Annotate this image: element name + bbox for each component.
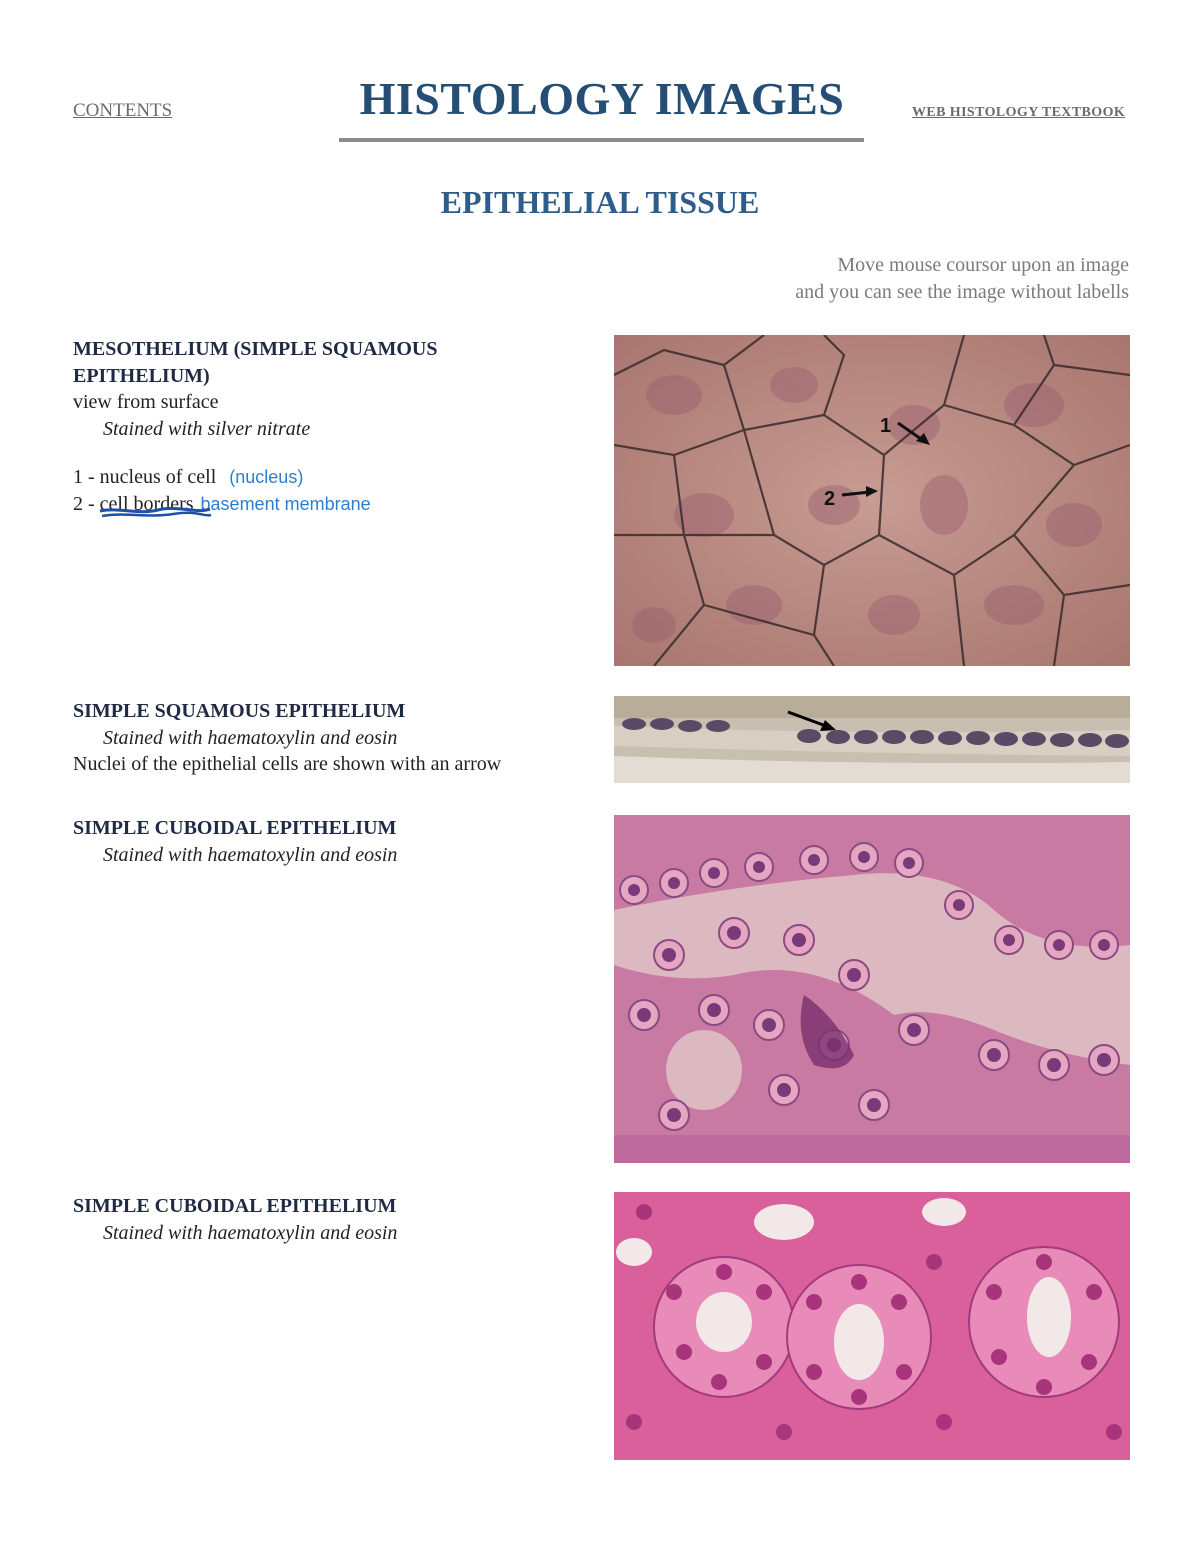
legend-2-struck-text: cell borders bbox=[100, 493, 199, 515]
section-title: EPITHELIAL TISSUE bbox=[440, 184, 760, 220]
svg-text:2: 2 bbox=[824, 488, 836, 510]
legend-2-annotation: basement membrane bbox=[200, 493, 371, 514]
simple-cuboidal-micrograph-2 bbox=[614, 1192, 1130, 1460]
entry-stain: Stained with haematoxylin and eosin bbox=[103, 843, 398, 866]
legend-item-2 bbox=[73, 491, 437, 518]
contents-link[interactable]: CONTENTS bbox=[73, 100, 173, 121]
simple-cuboidal-image-2[interactable] bbox=[614, 1192, 1130, 1460]
legend-1-text: 1 - nucleus of cell bbox=[73, 466, 217, 488]
mesothelium-image[interactable] bbox=[614, 335, 1130, 666]
mesothelium-micrograph bbox=[614, 335, 1130, 666]
entry-simple-cuboidal-2 bbox=[73, 1193, 397, 1246]
web-histology-textbook-link[interactable]: WEB HISTOLOGY TEXTBOOK bbox=[912, 105, 1126, 120]
scribble-strikeout-icon bbox=[98, 505, 214, 521]
entry-heading: SIMPLE SQUAMOUS EPITHELIUM bbox=[73, 700, 406, 722]
entry-note: Nuclei of the epithelial cells are shown with an arrow bbox=[73, 753, 502, 775]
legend-2-prefix: 2 - bbox=[73, 492, 95, 515]
title-underline bbox=[339, 138, 864, 142]
legend-1-annotation: (nucleus) bbox=[229, 467, 304, 487]
entry-heading: MESOTHELIUM (SIMPLE SQUAMOUS bbox=[73, 338, 438, 360]
legend-item-1 bbox=[73, 464, 437, 491]
entry-stain: Stained with silver nitrate bbox=[103, 417, 311, 440]
entry-stain: Stained with haematoxylin and eosin bbox=[103, 1221, 398, 1244]
simple-cuboidal-image-1[interactable] bbox=[614, 815, 1130, 1163]
entry-heading: SIMPLE CUBOIDAL EPITHELIUM bbox=[73, 1195, 397, 1217]
entry-view: view from surface bbox=[73, 391, 219, 413]
entry-mesothelium bbox=[73, 336, 437, 517]
hover-hint-line2: and you can see the image without labells bbox=[795, 281, 1129, 303]
svg-text:1: 1 bbox=[880, 415, 892, 437]
page-title: HISTOLOGY IMAGES bbox=[359, 73, 845, 124]
simple-squamous-image[interactable] bbox=[614, 696, 1130, 783]
hover-hint bbox=[795, 252, 1129, 306]
entry-simple-cuboidal-1 bbox=[73, 815, 397, 868]
entry-simple-squamous bbox=[73, 698, 501, 778]
simple-squamous-micrograph bbox=[614, 696, 1130, 783]
simple-cuboidal-micrograph-1 bbox=[614, 815, 1130, 1163]
entry-heading-cont: EPITHELIUM) bbox=[73, 364, 210, 387]
hover-hint-line1: Move mouse coursor upon an image bbox=[837, 254, 1129, 276]
entry-heading: SIMPLE CUBOIDAL EPITHELIUM bbox=[73, 817, 397, 839]
entry-stain: Stained with haematoxylin and eosin bbox=[103, 726, 398, 749]
